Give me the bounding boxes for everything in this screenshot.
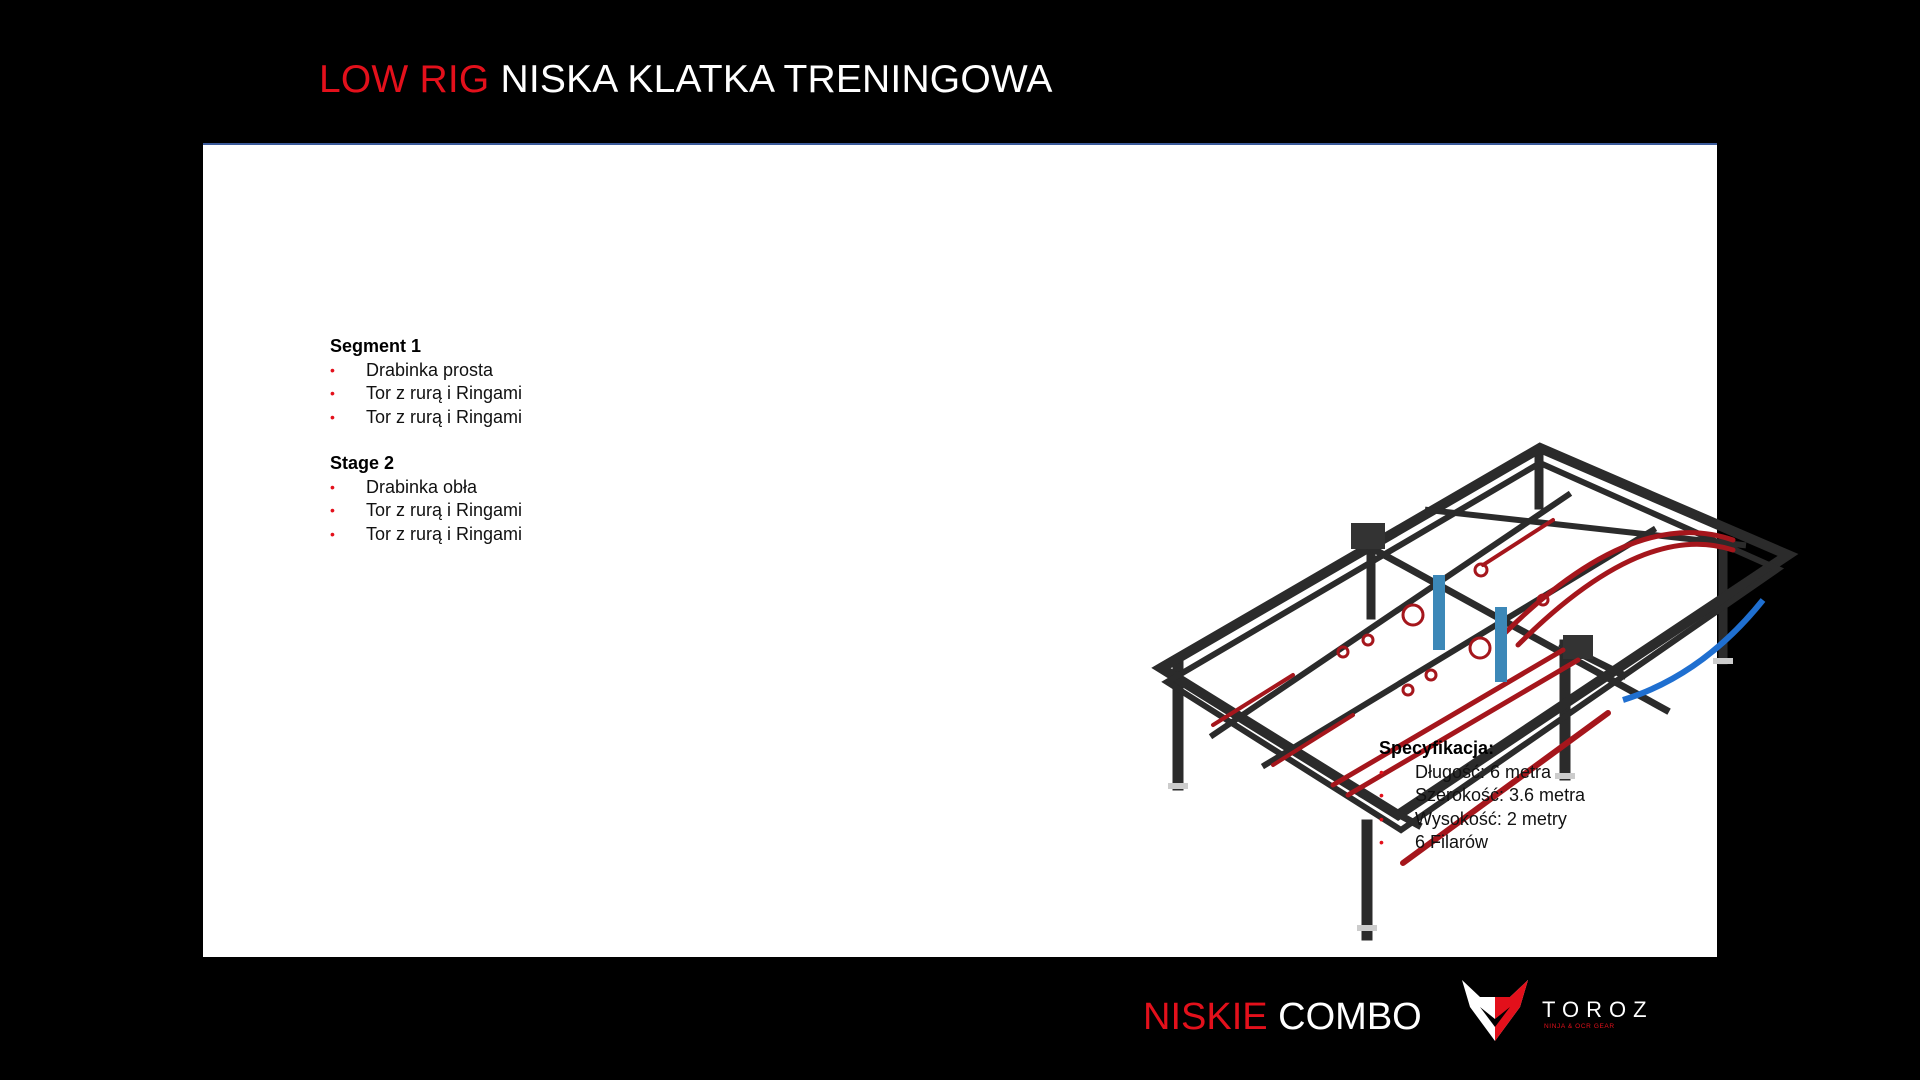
bullet-icon: • [1379,810,1384,827]
bullet-icon: • [330,525,335,542]
list-item: • Tor z rurą i Ringami [330,406,522,430]
stage-2-list [330,452,522,546]
title-main: NISKA KLATKA TRENINGOWA [500,58,1053,101]
list-item: • Tor z rurą i Ringami [330,499,522,523]
bullet-icon: • [330,478,335,495]
list-item: • Drabinka obła [330,476,522,500]
bullet-icon: • [1379,787,1384,803]
logo-tagline: NINJA & OCR GEAR [1544,1023,1615,1030]
toroz-logo [1458,975,1654,1045]
bullet-icon: • [330,408,335,425]
specification-list [1379,737,1585,855]
page-title [319,58,1053,102]
list-item: • Drabinka prosta [330,359,522,383]
bullet-icon: • [1379,763,1384,780]
list-item: • Tor z rurą i Ringami [330,523,522,547]
segment-1-title: Segment 1 [330,336,422,356]
footer-title [1143,996,1422,1039]
content-panel [203,143,1717,957]
footer-main: COMBO [1278,996,1422,1038]
segment-1-list [330,335,522,429]
list-item: • Długość: 6 metra [1379,761,1585,785]
list-item: • Tor z rurą i Ringami [330,382,522,406]
bullet-icon: • [1379,834,1384,850]
logo-name: TOROZ [1542,997,1654,1022]
spec-title: Specyfikacja: [1379,738,1495,758]
bull-head-icon [1458,975,1532,1045]
bullet-icon: • [330,361,335,378]
list-item: • Wysokość: 2 metry [1379,808,1585,832]
list-item: • 6 Filarów [1379,831,1585,855]
list-item: • Szerokość: 3.6 metra [1379,784,1585,808]
footer-accent: NISKIE [1143,996,1268,1038]
title-accent: LOW RIG [319,58,490,101]
bullet-icon: • [330,385,335,401]
low-rig-illustration [943,295,1803,955]
bullet-icon: • [330,502,335,518]
stage-2-title: Stage 2 [330,453,395,473]
